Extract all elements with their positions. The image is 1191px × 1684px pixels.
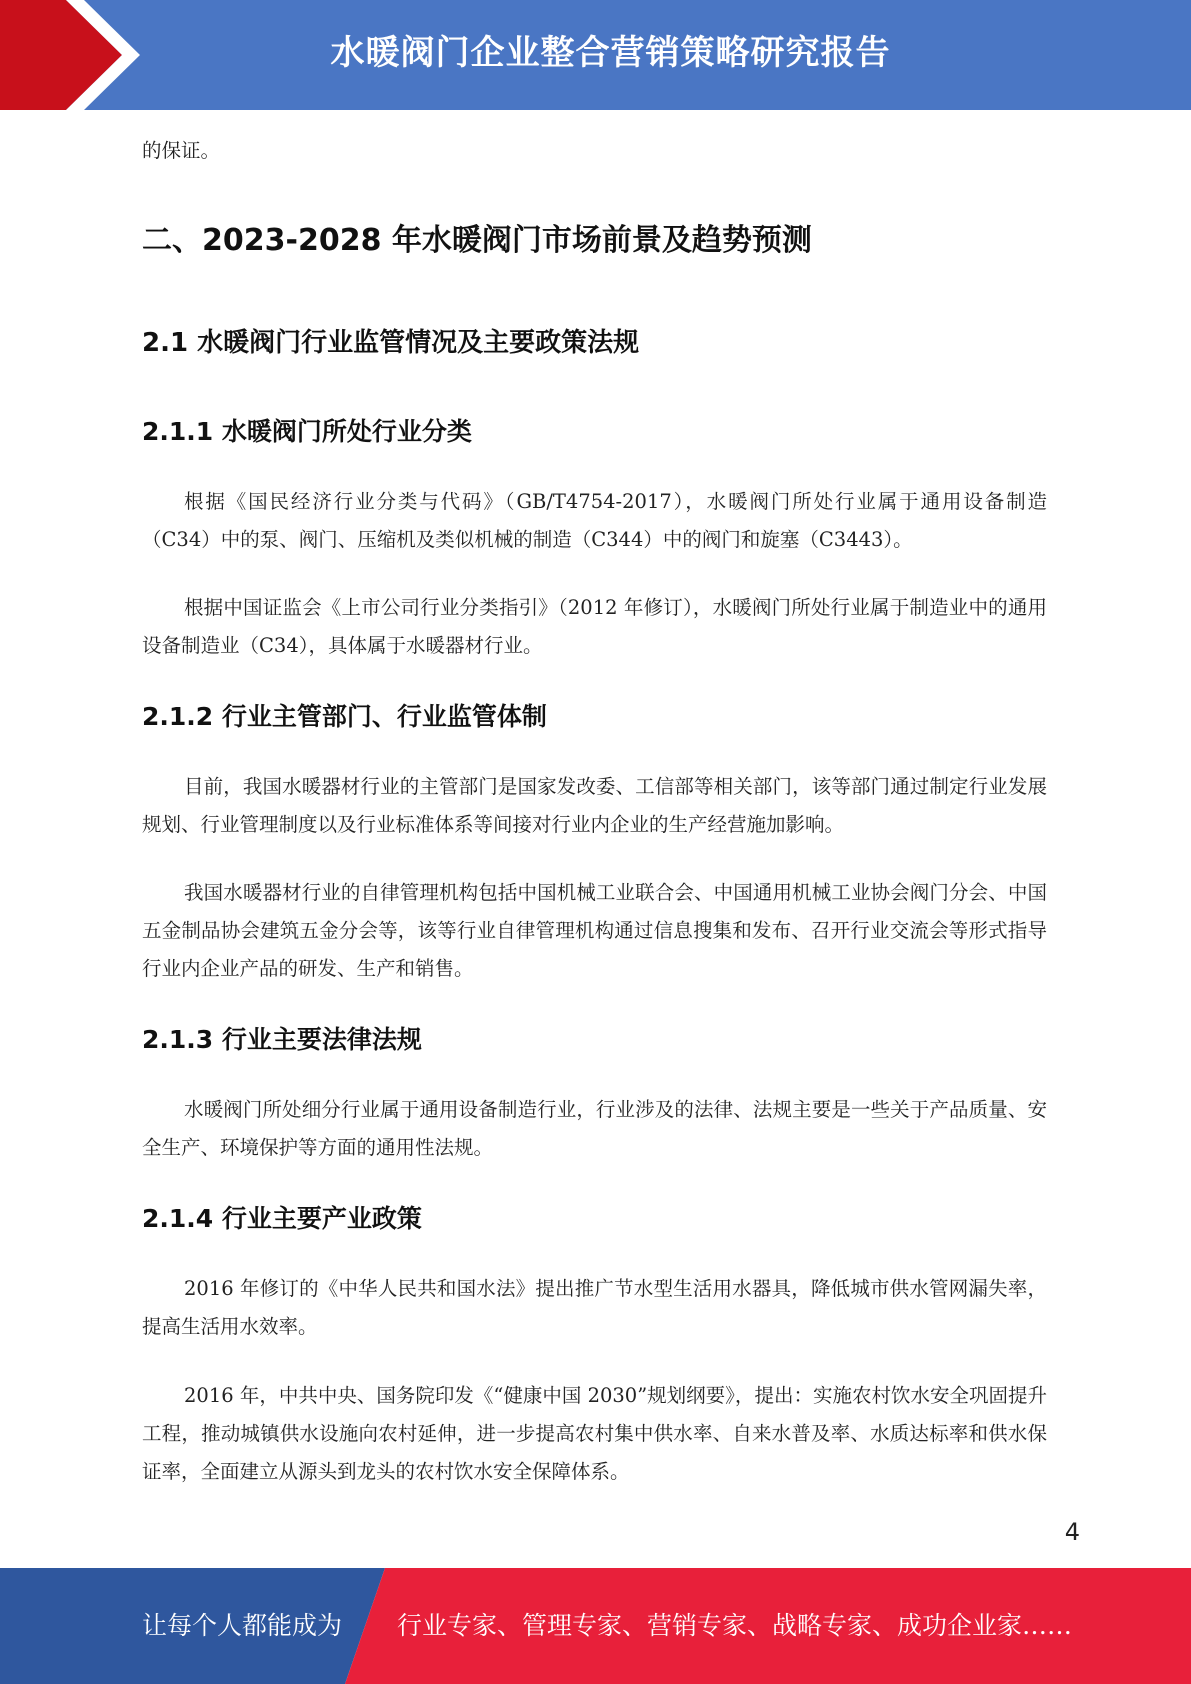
paragraph-2-1-4-a: 2016 年修订的《中华人民共和国水法》提出推广节水型生活用水器具，降低城市供水管网漏失率，提高生活用水效率。 — [142, 1277, 1047, 1338]
paragraph-2-1-2-b: 我国水暖器材行业的自律管理机构包括中国机械工业联合会、中国通用机械工业协会阀门分会、中国五金制品协会建筑五金分会等，该等行业自律管理机构通过信息搜集和发布、召开行业交流会等形式指导行业内企业产品的研发、生产和销售。 — [142, 881, 1047, 980]
paragraph-2-1-3-a: 水暖阀门所处细分行业属于通用设备制造行业，行业涉及的法律、法规主要是一些关于产品质量、安全生产、环境保护等方面的通用性法规。 — [142, 1098, 1047, 1159]
heading-2-1-4: 2.1.4 行业主要产业政策 — [142, 1204, 422, 1233]
section-title: 二、2023-2028 年水暖阀门市场前景及趋势预测 — [142, 223, 812, 258]
intro-line: 的保证。 — [142, 139, 221, 162]
subsection-title: 2.1 水暖阀门行业监管情况及主要政策法规 — [142, 328, 640, 358]
heading-2-1-3: 2.1.3 行业主要法律法规 — [142, 1025, 422, 1054]
heading-2-1-2: 2.1.2 行业主管部门、行业监管体制 — [142, 702, 547, 731]
paragraph-2-1-2-a: 目前，我国水暖器材行业的主管部门是国家发改委、工信部等相关部门，该等部门通过制定行业发展规划、行业管理制度以及行业标准体系等间接对行业内企业的生产经营施加影响。 — [142, 775, 1047, 836]
footer-banner — [0, 1568, 1191, 1684]
footer-slogan-left: 让每个人都能成为 — [142, 1611, 343, 1640]
header-bar — [0, 0, 1191, 110]
paragraph-2-1-1-b: 根据中国证监会《上市公司行业分类指引》（2012 年修订），水暖阀门所处行业属于制造业中的通用设备制造业（C34），具体属于水暖器材行业。 — [142, 596, 1047, 657]
paragraph-2-1-4-b: 2016 年，中共中央、国务院印发《“健康中国 2030”规划纲要》，提出：实施农村饮水安全巩固提升工程，推动城镇供水设施向农村延伸，进一步提高农村集中供水率、自来水普及率、水质达标率和供水保证率，全面建立从源头到龙头的农村饮水安全保障体系。 — [142, 1384, 1047, 1483]
report-title: 水暖阀门企业整合营销策略研究报告 — [330, 33, 891, 73]
footer-slogan-right: 行业专家、管理专家、营销专家、战略专家、成功企业家…… — [397, 1611, 1073, 1640]
heading-2-1-1: 2.1.1 水暖阀门所处行业分类 — [142, 417, 472, 446]
page-number: 4 — [1064, 1518, 1080, 1546]
paragraph-2-1-1-a: 根据《国民经济行业分类与代码》（GB/T4754-2017），水暖阀门所处行业属于通用设备制造（C34）中的泵、阀门、压缩机及类似机械的制造（C344）中的阀门和旋塞（C3443）。 — [142, 490, 1047, 551]
